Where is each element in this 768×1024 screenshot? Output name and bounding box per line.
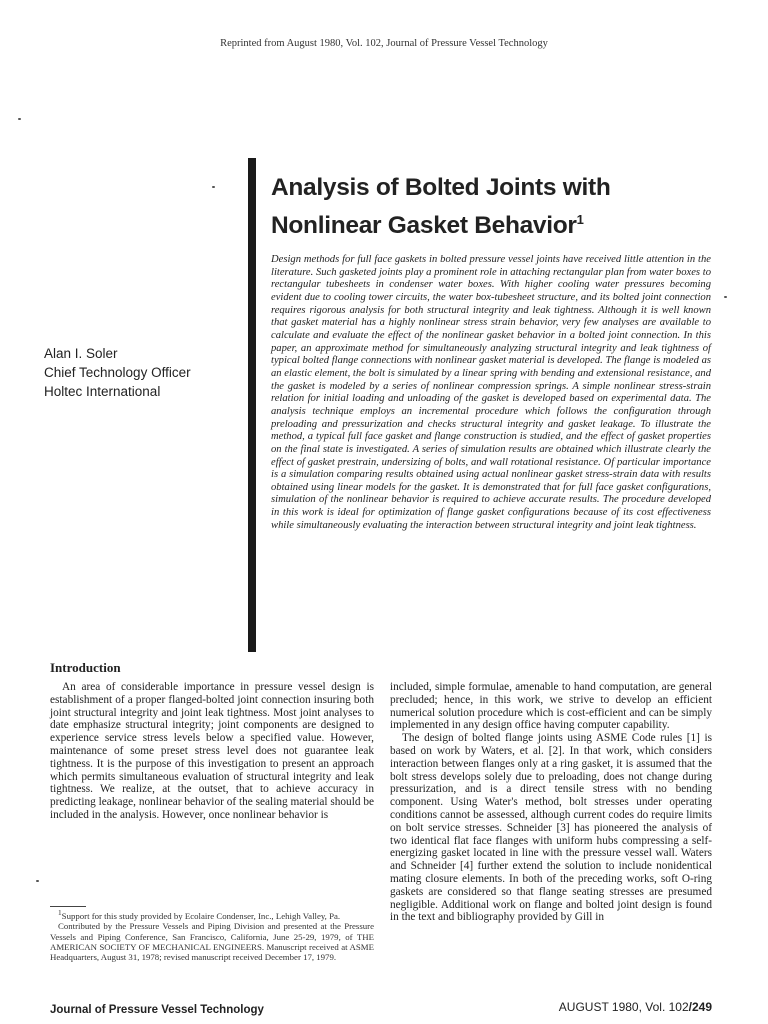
author-block [44,344,244,401]
paragraph-right-1: included, simple formulae, amenable to hand computation, are general precluded; hence, in this work, we strive to develop an efficient numerical solution procedure which is cost-efficient and can be simply implemented in any design office having computer capability. [390,681,712,732]
footnotes [50,908,374,962]
author-name: Alan I. Soler [44,346,118,361]
title-line-1: Analysis of Bolted Joints with [271,174,611,201]
article-title [271,172,741,242]
footnote-support-mark: 1 [58,908,62,917]
footer-journal: Journal of Pressure Vessel Technology [50,1004,264,1016]
footnote-rule [50,906,86,907]
footnote-support-text: Support for this study provided by Ecolaire Condenser, Inc., Lehigh Valley, Pa. [61,910,341,921]
footer-issue-text: AUGUST 1980, Vol. 102 [558,1000,689,1014]
section-heading-introduction: Introduction [50,660,121,675]
title-side-bar [248,158,256,652]
footer-page-number: /249 [688,1000,712,1014]
scan-speck [212,186,215,188]
author-position: Chief Technology Officer [44,365,191,380]
scan-speck [18,118,21,120]
title-line-2 [271,204,741,242]
reprint-line: Reprinted from August 1980, Vol. 102, Journal of Pressure Vessel Technology [220,38,548,49]
title-footnote-mark: 1 [576,212,584,227]
footer-issue [520,1000,712,1014]
paragraph-right-2: The design of bolted flange joints using ASME Code rules [1] is based on work by Waters, et al. [2]. In that work, which considers interaction between flanges only at a ring gasket, it is assumed that the bolt stress develops solely due to preloading, does not change during pressurization, and is a direct tensile stress with no bending component. Using Water's method, bolt stresses under operating conditions cannot be assessed, although current codes do require limits on bolt service stresses. Schneider [3] has pioneered the analysis of two identical flat face flanges with uniform hubs compressing a self-energizing gasket located in line with the pressure vessel wall. Waters and Schneider [4] further extend the solution to include nonidentical mating closure elements. In both of the preceding works, soft O-ring gaskets are considered so that flange seating stresses are presumed negligible. Additional work on flange and bolted joint design is found in the text and bibliography provided by Gill in [390,732,712,924]
title-line-2-text: Nonlinear Gasket Behavior [271,212,577,240]
author-organization: Holtec International [44,384,161,399]
abstract: Design methods for full face gaskets in bolted pressure vessel joints have received little attention in the literature. Such gasketed joints play a prominent role in attaching rectangular plan from water boxes to rectangular tubesheets in condenser water boxes. With higher cooling water pressures becoming evident due to cooling tower circuits, the water box-tubesheet structure, and its bolted joint connection requires rigorous analysis for both structural integrity and leak tightness. Although it is well known that gasket material has a highly nonlinear stress strain behavior, very few analyses are available to calculate and evaluate the effect of the nonlinear gasket behavior in a bolted joint connection. In this paper, an approximate method for simultaneously analyzing structural integrity and leak tightness of typical bolted flange connections with nonlinear gasket material is developed. The flange is modeled as an elastic element, the bolt is simulated by a linear spring with bending and extensional resistance, and the gasket is modeled by a series of nonlinear compression springs. A simple nonlinear stress-strain relation for initial loading and unloading of the gasket is developed based on experimental data. The analysis technique employs an incremental procedure which follows the configuration through preloading and pressurization and checks structural integrity and gasket leakage. To illustrate the method, a typical full face gasket and flange construction is studied, and the effect of gasket properties on the final state is investigated. A series of simulation results are obtained which illustrate clearly the effect of gasket prestrain, undersizing of bolts, and wall rotational resistance. Of particular importance is a simulation comparing results obtained using actual nonlinear gasket stress-strain data with results obtained using linear models for the gasket. It is demonstrated that for full face gasket configurations, simulation of the nonlinear behavior is required to achieve accurate results. The procedure developed in this work is ideal for optimization of flange gasket configurations because of its cost effectiveness while simultaneously evaluating the interaction between structural integrity and joint leak tightness. [271,254,711,531]
scan-speck [36,880,39,882]
footnote-contributed: Contributed by the Pressure Vessels and Piping Division and presented at the Pressure Vessels and Piping Conference, San Francisco, California, June 25-29, 1979, of THE AMERICAN SOCIETY OF MECHANICAL ENGINEERS. Manuscript received at ASME Headquarters, August 31, 1978; revised manuscript received December 17, 1979. [50,921,374,963]
right-column [390,681,712,924]
footnote-support [50,908,374,921]
paragraph-intro-left: An area of considerable importance in pressure vessel design is establishment of a proper flanged-bolted joint connection insuring both joint structural integrity and joint leak tightness. Most joint analyses to date emphasize structural integrity; joint components are designed to experience service stress levels below a specified value. However, maintenance of some preset stress level does not guarantee leak tightness. It is the purpose of this investigation to present an approach which permits simultaneous evaluation of structural integrity and leak tightness. We realize, at the outset, that to achieve accuracy in predicting leakage, nonlinear behavior of the sealing material should be included in the analysis. However, once nonlinear behavior is [50,681,374,821]
scan-speck [724,296,727,298]
left-column [50,681,374,822]
